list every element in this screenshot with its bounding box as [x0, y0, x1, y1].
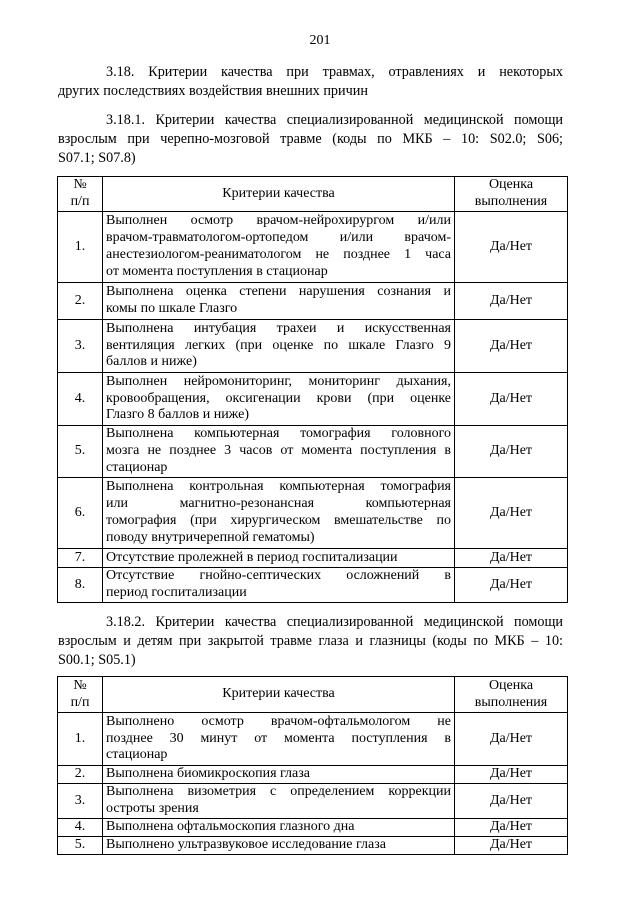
criterion-text-line: врачом-травматологом-ортопедом и/или врачом-: [106, 230, 451, 246]
criterion-text-line: комы по шкале Глазго: [106, 301, 238, 316]
criterion-text-line: мозга не позднее 3 часов от момента поступления в: [106, 443, 451, 459]
criterion-cell: [103, 713, 455, 766]
result-cell: Да/Нет: [455, 766, 568, 784]
row-number: 3.: [58, 784, 103, 819]
criterion-text-line: Выполнена контрольная компьютерная томография: [106, 479, 451, 495]
row-number: 5.: [58, 837, 103, 855]
header-num-line: п/п: [70, 194, 90, 209]
result-cell: Да/Нет: [455, 549, 568, 568]
header-num-cell: [58, 677, 103, 713]
header-result-line: Оценка: [488, 177, 534, 193]
criterion-text-line: кровообращения, оксигенации крови (при оценке: [106, 390, 451, 406]
section-heading-line: других последствиях воздействия внешних причин: [58, 83, 368, 99]
row-number: 6.: [58, 478, 103, 549]
criterion-cell: [103, 212, 455, 283]
result-cell: Да/Нет: [455, 713, 568, 766]
row-number: 1.: [58, 212, 103, 283]
criterion-cell: [103, 766, 455, 784]
subsection-1-line: взрослым при черепно-мозговой травме (коды по МКБ – 10: S02.0; S06;: [58, 131, 563, 147]
table-row: [58, 549, 568, 568]
criterion-text-line: позднее 30 минут от момента поступления в: [106, 730, 451, 746]
criterion-text-line: Выполнен нейромониторинг, мониторинг дыхания,: [106, 373, 451, 389]
criterion-text-line: стационар: [106, 747, 168, 763]
section-heading: [58, 63, 563, 101]
criteria-table-2: [57, 676, 568, 855]
header-num-line: №: [73, 677, 87, 693]
result-cell: Да/Нет: [455, 373, 568, 426]
subsection-2-line: взрослым и детям при закрытой травме глаза и глазницы (коды по МКБ – 10:: [58, 633, 563, 649]
criterion-text-line: Выполнена компьютерная томография головного: [106, 426, 451, 442]
criterion-text-line: остроты зрения: [106, 801, 199, 816]
criterion-text-line: Глазго 8 баллов и ниже): [106, 407, 250, 423]
table-header-row: [58, 177, 568, 212]
criterion-text-line: Выполнена биомикроскопия глаза: [106, 766, 311, 782]
result-cell: Да/Нет: [455, 283, 568, 320]
header-criteria-label: Критерии качества: [222, 185, 335, 201]
header-result-cell: [455, 177, 568, 212]
result-cell: Да/Нет: [455, 212, 568, 283]
criterion-text-line: стационар: [106, 459, 168, 475]
header-result-cell: [455, 677, 568, 713]
table-row: [58, 478, 568, 549]
subsection-1-heading: [58, 111, 563, 168]
row-number: 2.: [58, 766, 103, 784]
table-row: [58, 766, 568, 784]
row-number: 4.: [58, 373, 103, 426]
criterion-text-line: период госпитализации: [106, 585, 247, 600]
table-row: [58, 819, 568, 837]
row-number: 7.: [58, 549, 103, 568]
table-row: [58, 713, 568, 766]
criterion-text-line: баллов и ниже): [106, 354, 197, 370]
criterion-cell: [103, 549, 455, 568]
row-number: 8.: [58, 568, 103, 603]
criterion-text-line: Выполнено осмотр врачом-офтальмологом не: [106, 713, 451, 729]
criterion-cell: [103, 426, 455, 478]
criterion-text-line: Выполнен осмотр врачом-нейрохирургом и/или: [106, 213, 451, 229]
criterion-cell: [103, 784, 455, 819]
criterion-text-line: Выполнена оценка степени нарушения сознания и: [106, 284, 451, 300]
criterion-text-line: Выполнена офтальмоскопия глазного дна: [106, 819, 355, 835]
header-criteria-cell: [103, 677, 455, 713]
table-row: [58, 426, 568, 478]
row-number: 5.: [58, 426, 103, 478]
result-cell: Да/Нет: [455, 784, 568, 819]
subsection-1-line: 3.18.1. Критерии качества специализированной медицинской помощи: [106, 112, 563, 128]
result-cell: Да/Нет: [455, 426, 568, 478]
criterion-text-line: от момента поступления в стационар: [106, 263, 328, 279]
result-cell: Да/Нет: [455, 320, 568, 373]
criteria-table-1: [57, 176, 568, 603]
header-num-line: п/п: [70, 694, 90, 710]
criterion-cell: [103, 568, 455, 603]
header-criteria-cell: [103, 177, 455, 212]
header-num-line: №: [73, 177, 87, 193]
header-criteria-label: Критерии качества: [222, 686, 335, 702]
criterion-text-line: Отсутствие пролежней в период госпитализации: [106, 549, 398, 565]
criterion-text-line: Выполнена визометрия с определением коррекции: [106, 784, 451, 800]
criterion-cell: [103, 373, 455, 426]
header-result-line: выполнения: [474, 694, 548, 710]
criterion-cell: [103, 283, 455, 320]
row-number: 3.: [58, 320, 103, 373]
criterion-text-line: томография (при хирургическом вмешательстве по: [106, 513, 451, 528]
subsection-2-line: S00.1; S05.1): [58, 652, 136, 668]
criterion-text-line: поводу внутричерепной гематомы): [106, 529, 315, 545]
criterion-text-line: Выполнена интубация трахеи и искусственная: [106, 320, 451, 336]
section-heading-line: 3.18. Критерии качества при травмах, отравлениях и некоторых: [106, 64, 563, 80]
criterion-text-line: или магнитно-резонансная компьютерная: [106, 496, 451, 512]
result-cell: Да/Нет: [455, 819, 568, 837]
table-row: [58, 283, 568, 320]
row-number: 1.: [58, 713, 103, 766]
result-cell: Да/Нет: [455, 837, 568, 855]
page-number: 201: [309, 33, 331, 48]
table-row: [58, 212, 568, 283]
table-row: [58, 784, 568, 819]
criterion-cell: [103, 478, 455, 549]
table-row: [58, 837, 568, 855]
criterion-text-line: Выполнено ультразвуковое исследование глаза: [106, 837, 386, 853]
table-header-row: [58, 677, 568, 713]
header-num-cell: [58, 177, 103, 212]
table-row: [58, 320, 568, 373]
row-number: 2.: [58, 283, 103, 320]
subsection-1-line: S07.1; S07.8): [58, 150, 136, 166]
subsection-2-line: 3.18.2. Критерии качества специализированной медицинской помощи: [106, 614, 563, 630]
criterion-cell: [103, 320, 455, 373]
header-result-line: выполнения: [474, 194, 548, 209]
subsection-2-heading: [58, 613, 563, 670]
criterion-cell: [103, 819, 455, 837]
result-cell: Да/Нет: [455, 478, 568, 549]
table-row: [58, 568, 568, 603]
criterion-text-line: Отсутствие гнойно-септических осложнений в: [106, 568, 451, 584]
criterion-text-line: анестезиологом-реаниматологом не позднее 1 часа: [106, 247, 451, 262]
table-row: [58, 373, 568, 426]
criterion-cell: [103, 837, 455, 855]
header-result-line: Оценка: [488, 677, 534, 693]
row-number: 4.: [58, 819, 103, 837]
criterion-text-line: вентиляция легких (при оценке по шкале Глазго 9: [106, 337, 451, 353]
result-cell: Да/Нет: [455, 568, 568, 603]
